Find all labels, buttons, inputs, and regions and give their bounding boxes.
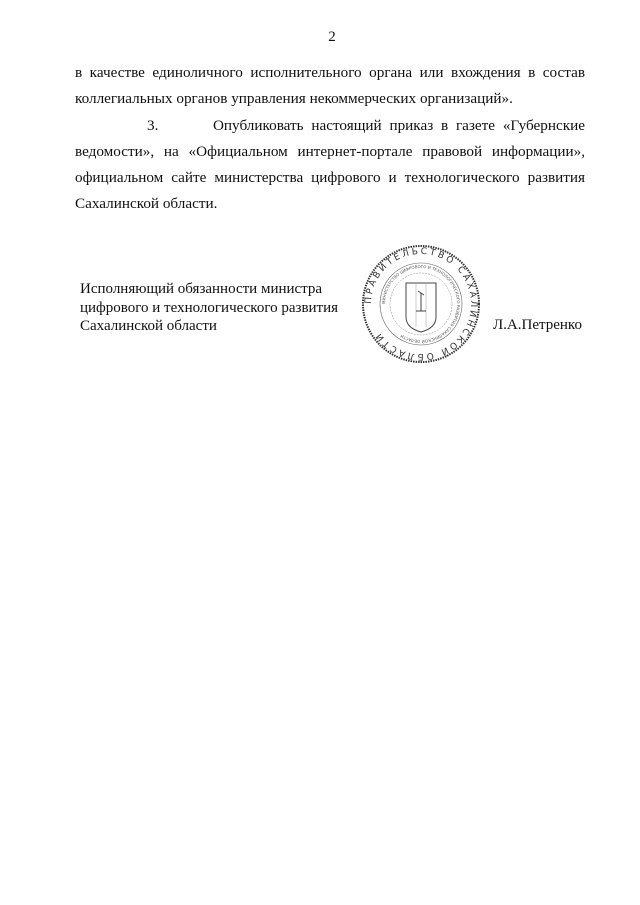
signatory-title [80, 280, 338, 336]
paragraph-line: официальном сайте министерства цифрового и технологического развития [75, 169, 585, 187]
official-stamp [360, 243, 482, 365]
paragraph-line: ведомости», на «Официальном интернет-портале правовой информации», [75, 142, 585, 160]
paragraph-line: Сахалинской области. [75, 195, 218, 213]
signatory-title-line: Исполняющий обязанности министра [80, 281, 323, 297]
signatory-title-line: Сахалинской области [80, 318, 217, 334]
paragraph-line: в качестве единоличного исполнительного органа или вхождения в состав [75, 64, 585, 81]
signatory-name: Л.А.Петренко [493, 317, 582, 333]
page-number: 2 [328, 29, 336, 45]
paragraph-line: 3. Опубликовать настоящий приказ в газете «Губернские [147, 116, 585, 134]
document-body [75, 60, 585, 218]
signatory-title-line: цифрового и технологического развития [80, 299, 339, 316]
paragraph-line: коллегиальных органов управления некоммерческих организаций». [75, 90, 513, 108]
stamp-outer-text: ПРАВИТЕЛЬСТВО САХАЛИНСКОЙ ОБЛАСТИ [363, 246, 479, 362]
stamp-inner-text: МИНИСТЕРСТВО ЦИФРОВОГО И ТЕХНОЛОГИЧЕСКОГО РАЗВИТИЯ САХАЛИНСКОЙ ОБЛАСТИ [380, 263, 462, 345]
